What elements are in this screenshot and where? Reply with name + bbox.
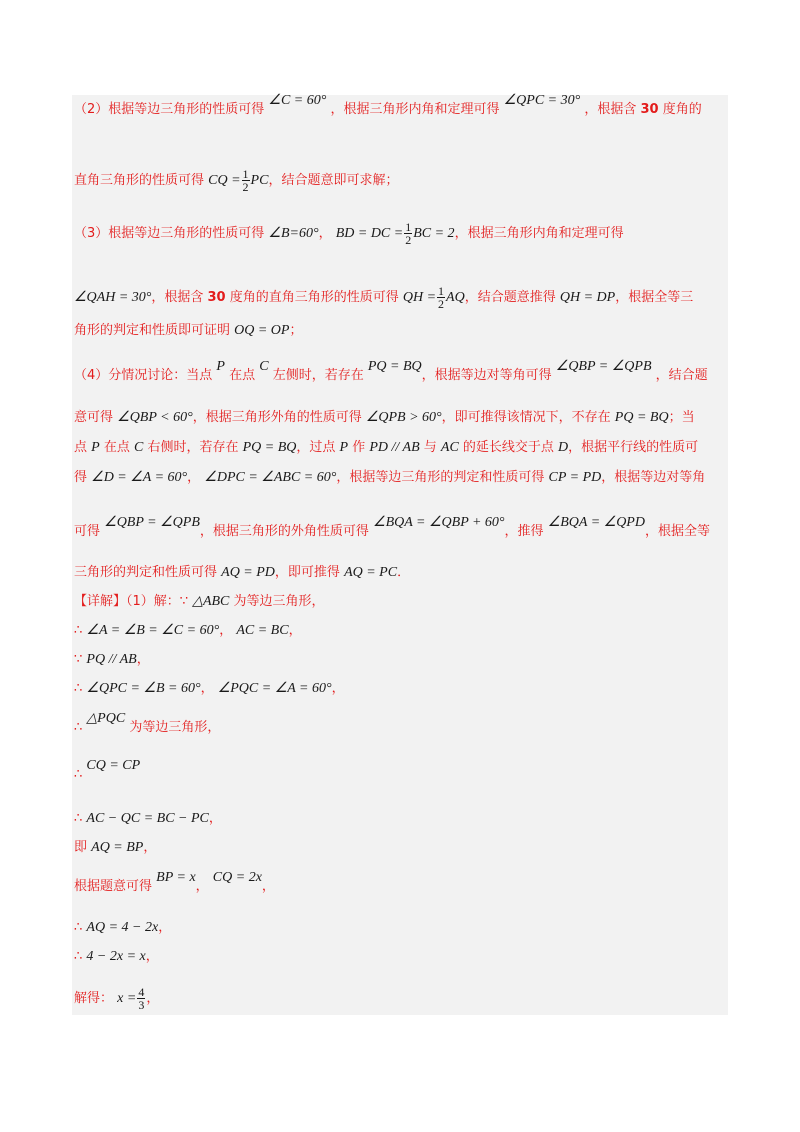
text-segment: ，即可推得 bbox=[274, 565, 345, 580]
text-segment: （3）根据等边三角形的性质可得 bbox=[74, 226, 269, 241]
math-expression: AQ = 4 − 2x bbox=[86, 920, 159, 935]
math-expression: PQ // AB bbox=[86, 652, 137, 667]
text-segment: 可得 bbox=[74, 524, 105, 539]
text-segment: ，根据全等三 bbox=[615, 290, 694, 305]
text-segment: 得 bbox=[74, 470, 92, 485]
text-line-16 bbox=[74, 711, 221, 738]
math-expression: ∠QAH = 30° bbox=[74, 290, 152, 305]
math-expression: ∠DPC = ∠ABC = 60° bbox=[204, 470, 337, 485]
math-expression: C bbox=[259, 359, 269, 374]
text-line-22 bbox=[74, 947, 159, 967]
math-expression: ∠A = ∠B = ∠C = 60° bbox=[86, 623, 220, 638]
text-segment: 度角的直角三角形的性质可得 bbox=[225, 290, 403, 305]
text-segment: ， bbox=[145, 949, 159, 964]
fraction-denominator: 3 bbox=[138, 998, 145, 1012]
text-segment: ， bbox=[219, 623, 237, 638]
text-segment: ∴ bbox=[74, 720, 87, 735]
text-segment: 的延长线交于点 bbox=[458, 440, 559, 455]
math-expression: CQ = bbox=[208, 173, 241, 188]
text-segment: ∴ bbox=[74, 767, 87, 782]
text-segment: 为等边三角形， bbox=[125, 720, 221, 735]
math-expression: ∠QPC = 30° bbox=[503, 93, 581, 108]
text-segment: ， bbox=[158, 920, 172, 935]
text-segment: ，推得 bbox=[504, 524, 548, 539]
fraction-denominator: 2 bbox=[438, 297, 445, 311]
text-segment: ∴ bbox=[74, 623, 87, 638]
text-segment: （2）根据等边三角形的性质可得 bbox=[74, 102, 269, 117]
text-segment: 【详解】（1）解：∵ bbox=[74, 594, 193, 609]
text-segment: 左侧时，若存在 bbox=[268, 368, 368, 383]
text-segment: ∵ bbox=[74, 652, 87, 667]
text-segment: ，结合题意推得 bbox=[464, 290, 560, 305]
fraction-denominator: 2 bbox=[405, 233, 412, 247]
text-segment: 三角形的判定和性质可得 bbox=[74, 565, 222, 580]
text-line-3 bbox=[74, 221, 624, 246]
text-segment: 根据题意可得 bbox=[74, 879, 157, 894]
text-line-20 bbox=[74, 870, 275, 897]
text-line-15 bbox=[74, 679, 345, 699]
text-line-18 bbox=[74, 809, 222, 829]
text-segment: 30 bbox=[640, 102, 659, 117]
text-segment: 右侧时，若存在 bbox=[143, 440, 243, 455]
text-line-21 bbox=[74, 918, 171, 938]
text-line-19 bbox=[74, 838, 156, 858]
text-line-9 bbox=[74, 468, 705, 488]
text-segment: ， bbox=[187, 470, 205, 485]
text-segment: ，根据含 bbox=[580, 102, 641, 117]
text-segment: ， bbox=[288, 623, 302, 638]
math-expression: △PQC bbox=[86, 711, 126, 726]
text-segment: ，根据三角形外角的性质可得 bbox=[192, 410, 366, 425]
text-segment: ，根据三角形的外角性质可得 bbox=[199, 524, 374, 539]
text-segment: 解得： bbox=[74, 991, 118, 1006]
text-segment: ，结合题意即可求解； bbox=[268, 173, 399, 188]
text-line-12 bbox=[74, 592, 325, 612]
text-line-5 bbox=[74, 321, 303, 341]
text-segment: （4）分情况讨论：当点 bbox=[74, 368, 217, 383]
math-expression: BD = DC = bbox=[335, 226, 404, 241]
math-expression: D bbox=[558, 440, 569, 455]
math-expression: ∠QPC = ∠B = 60° bbox=[86, 681, 201, 696]
math-expression: AC bbox=[440, 440, 459, 455]
text-segment: 为等边三角形， bbox=[229, 594, 325, 609]
text-line-11 bbox=[74, 563, 410, 583]
text-segment: 30 bbox=[207, 290, 226, 305]
text-segment: 即 bbox=[74, 840, 92, 855]
math-expression: CQ = CP bbox=[86, 758, 141, 773]
fraction bbox=[242, 168, 250, 193]
text-segment: 作 bbox=[348, 440, 370, 455]
text-segment: ，根据平行线的性质可 bbox=[568, 440, 699, 455]
math-expression: PD // AB bbox=[369, 440, 420, 455]
math-expression: OQ = OP bbox=[234, 323, 290, 338]
fraction bbox=[137, 986, 145, 1011]
text-line-6 bbox=[74, 359, 708, 386]
text-segment: ； bbox=[289, 323, 303, 338]
text-line-10 bbox=[74, 515, 710, 542]
math-expression: AC − QC = BC − PC bbox=[86, 811, 209, 826]
text-segment: ；当 bbox=[668, 410, 695, 425]
text-segment: ，根据含 bbox=[151, 290, 208, 305]
text-line-13 bbox=[74, 621, 302, 641]
text-segment: 点 bbox=[74, 440, 92, 455]
math-expression: ∠D = ∠A = 60° bbox=[91, 470, 188, 485]
math-expression: AQ = BP bbox=[91, 840, 144, 855]
math-expression: ∠C = 60° bbox=[268, 93, 327, 108]
math-expression: 4 − 2x = x bbox=[86, 949, 146, 964]
text-line-23 bbox=[74, 986, 159, 1011]
math-expression: P bbox=[339, 440, 349, 455]
math-expression: ∠BQA = ∠QBP + 60° bbox=[373, 515, 505, 530]
math-expression: ∠QPB > 60° bbox=[365, 410, 442, 425]
text-segment: ， bbox=[195, 879, 213, 894]
fraction-numerator: 4 bbox=[138, 985, 145, 999]
text-line-7 bbox=[74, 408, 695, 428]
text-segment: ， bbox=[318, 226, 336, 241]
math-expression: △ABC bbox=[192, 594, 230, 609]
math-expression: QH = DP bbox=[559, 290, 616, 305]
text-segment: 角形的判定和性质即可证明 bbox=[74, 323, 235, 338]
text-segment: 在点 bbox=[99, 440, 134, 455]
math-expression: AC = BC bbox=[236, 623, 289, 638]
text-segment: ∴ bbox=[74, 681, 87, 696]
math-expression: CP = PD bbox=[548, 470, 602, 485]
text-segment: ， bbox=[143, 840, 157, 855]
math-expression: BC = 2 bbox=[413, 226, 455, 241]
math-expression: ∠PQC = ∠A = 60° bbox=[217, 681, 332, 696]
text-line-14 bbox=[74, 650, 150, 670]
text-segment: ，根据等边对等角可得 bbox=[421, 368, 556, 383]
text-segment: ， bbox=[331, 681, 345, 696]
text-segment: ∴ bbox=[74, 949, 87, 964]
math-expression: PC bbox=[250, 173, 269, 188]
text-line-4 bbox=[74, 285, 693, 310]
math-expression: AQ bbox=[446, 290, 465, 305]
text-line-17 bbox=[74, 758, 141, 785]
text-line-2 bbox=[74, 168, 398, 193]
text-segment: ∴ bbox=[74, 920, 87, 935]
fraction-numerator: 1 bbox=[405, 220, 412, 234]
fraction-numerator: 1 bbox=[242, 167, 249, 181]
math-expression: PQ = BQ bbox=[242, 440, 297, 455]
math-expression: ∠QBP = ∠QPB bbox=[104, 515, 200, 530]
math-expression: C bbox=[133, 440, 144, 455]
text-segment: ∴ bbox=[74, 811, 87, 826]
math-expression: AQ = PD bbox=[221, 565, 275, 580]
text-segment: ，即可推得该情况下，不存在 bbox=[441, 410, 615, 425]
fraction-denominator: 2 bbox=[242, 180, 249, 194]
text-segment: ， bbox=[200, 681, 218, 696]
text-segment: 度角的 bbox=[658, 102, 702, 117]
fraction-numerator: 1 bbox=[438, 284, 445, 298]
math-expression: PQ = BQ bbox=[367, 359, 422, 374]
text-segment: 与 bbox=[419, 440, 441, 455]
text-line-1 bbox=[74, 93, 702, 120]
text-segment: 意可得 bbox=[74, 410, 118, 425]
text-segment: ，过点 bbox=[296, 440, 340, 455]
math-expression: CQ = 2x bbox=[212, 870, 262, 885]
text-segment: 直角三角形的性质可得 bbox=[74, 173, 209, 188]
math-expression: ∠B=60° bbox=[268, 226, 319, 241]
text-segment: ，根据等边三角形的判定和性质可得 bbox=[336, 470, 549, 485]
text-segment: 在点 bbox=[224, 368, 260, 383]
math-expression: PQ = BQ bbox=[614, 410, 669, 425]
text-segment: ，根据全等 bbox=[644, 524, 710, 539]
text-line-8 bbox=[74, 438, 698, 458]
math-expression: BP = x bbox=[156, 870, 196, 885]
text-segment: ， bbox=[261, 879, 275, 894]
fraction bbox=[404, 221, 412, 246]
text-segment: ，根据等边对等角 bbox=[601, 470, 706, 485]
text-segment: ． bbox=[397, 565, 411, 580]
text-segment: ， bbox=[146, 991, 160, 1006]
math-expression: QH = bbox=[402, 290, 437, 305]
math-expression: AQ = PC bbox=[344, 565, 398, 580]
text-segment: ， bbox=[136, 652, 150, 667]
math-expression: P bbox=[216, 359, 225, 374]
text-segment: ，根据三角形内角和定理可得 bbox=[326, 102, 504, 117]
math-expression: ∠QBP = ∠QPB bbox=[555, 359, 652, 374]
math-expression: ∠QBP < 60° bbox=[117, 410, 193, 425]
text-segment: ，根据三角形内角和定理可得 bbox=[454, 226, 624, 241]
math-expression: P bbox=[91, 440, 100, 455]
fraction bbox=[437, 285, 445, 310]
text-segment: ， bbox=[208, 811, 222, 826]
math-expression: x = bbox=[117, 991, 137, 1006]
text-segment: ，结合题 bbox=[651, 368, 708, 383]
math-expression: ∠BQA = ∠QPD bbox=[547, 515, 645, 530]
